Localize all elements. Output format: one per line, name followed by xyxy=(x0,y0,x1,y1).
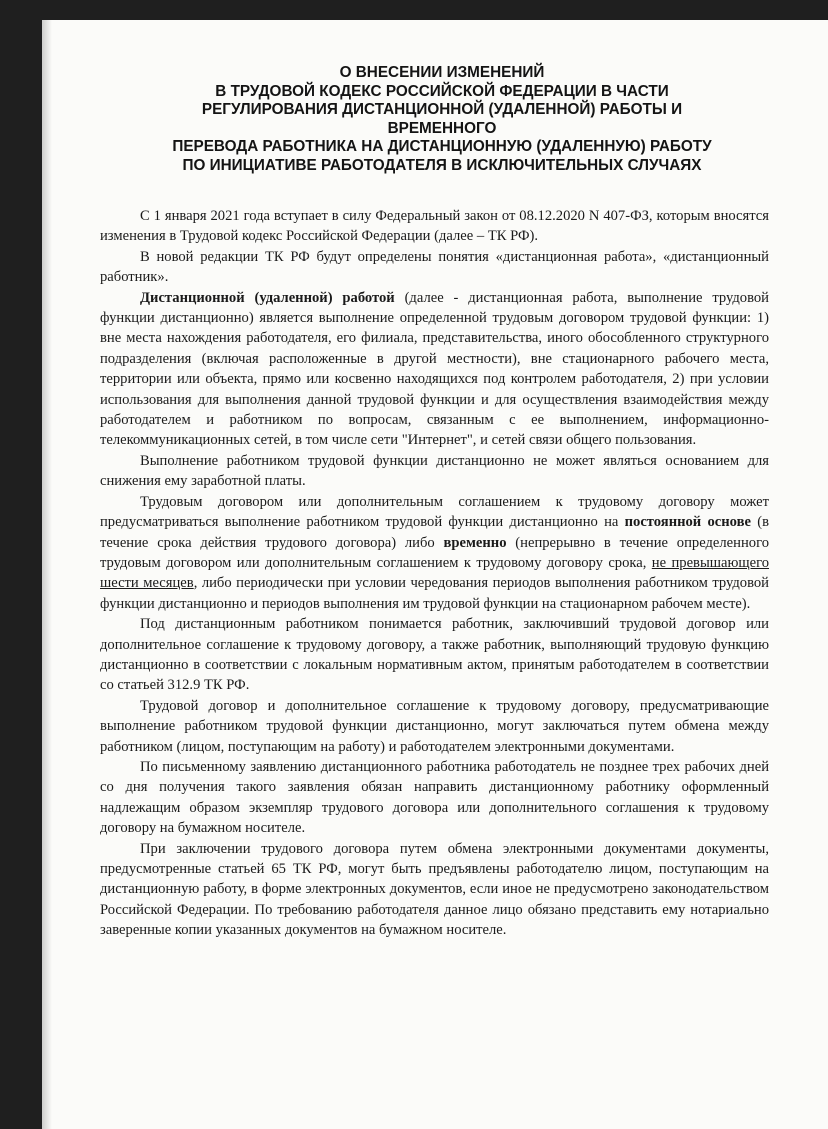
paragraph-remote-modes xyxy=(100,492,769,614)
paragraph-definitions: В новой редакции ТК РФ будут определены понятия «дистанционная работа», «дистанционный работник». xyxy=(100,248,769,286)
term-temporary: временно xyxy=(443,534,507,551)
title-line: РЕГУЛИРОВАНИЯ ДИСТАНЦИОННОЙ (УДАЛЕННОЙ) РАБОТЫ И xyxy=(201,101,683,118)
title-line: ПО ИНИЦИАТИВЕ РАБОТОДАТЕЛЯ В ИСКЛЮЧИТЕЛЬНЫХ СЛУЧАЯХ xyxy=(182,156,702,174)
paragraph-text: Трудовым договором или дополнительным соглашением к трудовому договору может предусматриваться выполнение работником трудовой функции дистанционно на xyxy=(100,493,769,531)
title-line: О ВНЕСЕНИИ ИЗМЕНЕНИЙ xyxy=(339,64,545,81)
paragraph-remote-work-definition xyxy=(100,288,769,451)
document-body xyxy=(100,206,769,941)
paragraph-electronic-contract: Трудовой договор и дополнительное соглашение к трудовому договору, предусматривающие выполнение работником трудовой функции дистанционно, могут заключаться путем обмена между работником (лицом, поступающим на работу) и работодателем электронными документами. xyxy=(100,697,769,755)
underlined-term: не превышающего шести месяцев xyxy=(100,554,770,592)
term-permanent: постоянной основе xyxy=(624,514,751,531)
title-line: ВРЕМЕННОГО xyxy=(387,119,497,137)
paragraph-paper-copy: По письменному заявлению дистанционного работника работодатель не позднее трех рабочих дней со дня получения такого заявления обязан направить дистанционному работнику оформленный надлежащим образом экземпляр трудового договора или дополнительного соглашения к трудовому договору на бумажном носителе. xyxy=(100,758,769,837)
title-line: В ТРУДОВОЙ КОДЕКС РОССИЙСКОЙ ФЕДЕРАЦИИ В ЧАСТИ xyxy=(215,82,669,100)
term-remote-work: Дистанционной (удаленной) работой xyxy=(140,289,395,306)
paragraph-text: (далее - дистанционная работа, выполнение трудовой функции дистанционно) является выполнение определенной трудовым договором трудовой функции: 1) вне места нахождения работодателя, его филиала, представительства, иного обособленного структурного подразделения (включая расположенные в другой местности), вне стационарного рабочего места, территории или объекта, прямо или косвенно находящихся под контролем работодателя, 2) при условии использования для выполнения данной трудовой функции и для осуществления взаимодействия между работодателем и работником по вопросам, связанным с ее выполнением, информационно-телекоммуникационных сетей, в том числе сети "Интернет", и сетей связи общего пользования. xyxy=(100,289,769,449)
paragraph-salary: Выполнение работником трудовой функции дистанционно не может являться основанием для снижения ему заработной платы. xyxy=(100,452,769,490)
paragraph-effective-date: С 1 января 2021 года вступает в силу Федеральный закон от 08.12.2020 N 407-ФЗ, которым вносятся изменения в Трудовой кодекс Российской Федерации (далее – ТК РФ). xyxy=(100,208,769,245)
paragraph-text: (в течение срока действия трудового договора) либо xyxy=(100,514,769,551)
title-line: ПЕРЕВОДА РАБОТНИКА НА ДИСТАНЦИОННУЮ (УДАЛЕННУЮ) РАБОТУ xyxy=(172,138,712,155)
document-title xyxy=(82,64,802,175)
paragraph-text: (непрерывно в течение определенного трудовым договором или дополнительным соглашением к трудовому договору срока, xyxy=(100,534,769,571)
paragraph-remote-worker: Под дистанционным работником понимается работник, заключивший трудовой договор или дополнительное соглашение к трудовому договору, а также работник, выполняющий трудовую функцию дистанционно в соответствии с локальным нормативным актом, принятым работодателем в соответствии со статьей 312.9 ТК РФ. xyxy=(100,616,769,694)
paragraph-text: , либо периодически при условии чередования периодов выполнения работником трудовой функции дистанционно и периодов выполнения им трудовой функции на стационарном рабочем месте). xyxy=(100,575,769,612)
paragraph-documents: При заключении трудового договора путем обмена электронными документами документы, предусмотренные статьей 65 ТК РФ, могут быть предъявлены работодателю лицом, поступающим на дистанционную работу, в форме электронных документов, если иное не предусмотрено законодательством Российской Федерации. По требованию работодателя данное лицо обязано представить ему нотариально заверенные копии указанных документов на бумажном носителе. xyxy=(100,840,769,939)
document-page xyxy=(42,20,828,1129)
